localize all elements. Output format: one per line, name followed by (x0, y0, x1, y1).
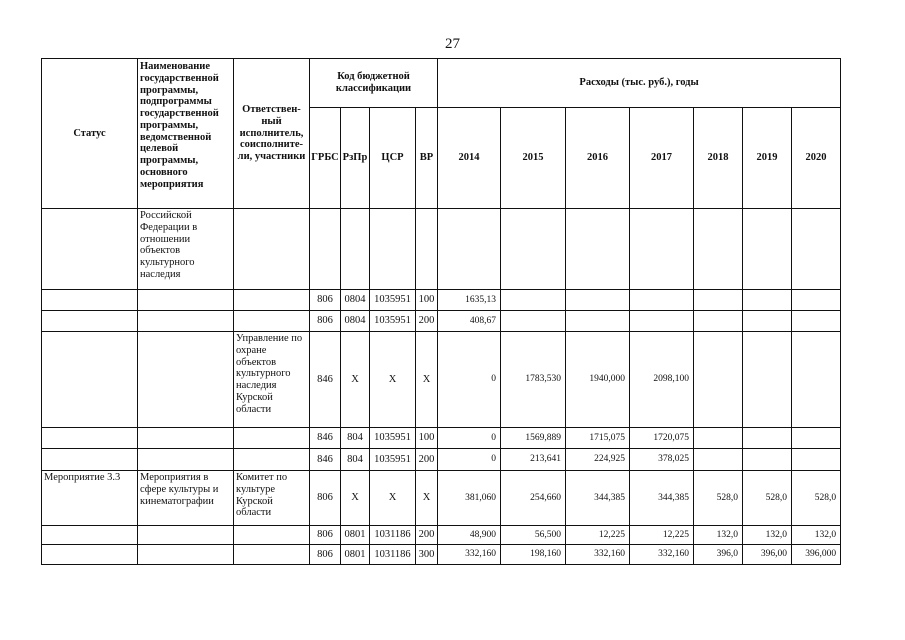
rzpr-cell: 804 (341, 449, 370, 471)
value-cell-2015: 1569,889 (501, 428, 566, 449)
rzpr-cell: X (341, 332, 370, 428)
header-year-2018: 2018 (694, 108, 743, 209)
executor-cell (234, 545, 310, 565)
vr-cell: 200 (416, 449, 438, 471)
value-cell-2017: 378,025 (630, 449, 694, 471)
value-cell-2020 (792, 209, 841, 290)
vr-cell: 300 (416, 545, 438, 565)
rzpr-cell: 0801 (341, 545, 370, 565)
value-cell-2019: 132,0 (743, 526, 792, 545)
grbs-cell: 806 (310, 471, 341, 526)
header-year-2014: 2014 (438, 108, 501, 209)
status-cell (42, 526, 138, 545)
vr-cell: 200 (416, 526, 438, 545)
header-code-vr: ВР (416, 108, 438, 209)
grbs-cell: 806 (310, 311, 341, 332)
value-cell-2017 (630, 209, 694, 290)
value-cell-2018: 528,0 (694, 471, 743, 526)
table-row (42, 209, 841, 290)
value-cell-2018: 396,0 (694, 545, 743, 565)
header-code-grbs: ГРБС (310, 108, 341, 209)
page-number: 27 (445, 36, 460, 52)
value-cell-2014: 0 (438, 428, 501, 449)
value-cell-2015: 1783,530 (501, 332, 566, 428)
value-cell-2016: 1940,000 (566, 332, 630, 428)
budget-table (41, 58, 841, 565)
value-cell-2019 (743, 209, 792, 290)
value-cell-2019 (743, 449, 792, 471)
value-cell-2014 (438, 209, 501, 290)
value-cell-2016 (566, 290, 630, 311)
value-cell-2017: 344,385 (630, 471, 694, 526)
value-cell-2014: 0 (438, 332, 501, 428)
value-cell-2015 (501, 209, 566, 290)
value-cell-2015: 56,500 (501, 526, 566, 545)
header-code-rzpr: РзПр (341, 108, 370, 209)
header-year-2016: 2016 (566, 108, 630, 209)
grbs-cell: 846 (310, 449, 341, 471)
value-cell-2014: 332,160 (438, 545, 501, 565)
value-cell-2016: 332,160 (566, 545, 630, 565)
vr-cell: 100 (416, 428, 438, 449)
name-cell: Российской Федерации в отношении объектов культурного наследия (138, 209, 234, 290)
value-cell-2017 (630, 311, 694, 332)
value-cell-2019 (743, 332, 792, 428)
header-executor: Ответствен-ный исполнитель, соисполните-ли, участники (234, 59, 310, 209)
value-cell-2018 (694, 311, 743, 332)
header-year-2017: 2017 (630, 108, 694, 209)
vr-cell (416, 209, 438, 290)
value-cell-2017: 332,160 (630, 545, 694, 565)
executor-cell (234, 526, 310, 545)
value-cell-2017: 1720,075 (630, 428, 694, 449)
value-cell-2016 (566, 209, 630, 290)
rzpr-cell (341, 209, 370, 290)
value-cell-2017 (630, 290, 694, 311)
value-cell-2017: 12,225 (630, 526, 694, 545)
grbs-cell: 806 (310, 290, 341, 311)
value-cell-2020: 396,000 (792, 545, 841, 565)
value-cell-2019 (743, 428, 792, 449)
value-cell-2014: 381,060 (438, 471, 501, 526)
value-cell-2018 (694, 290, 743, 311)
value-cell-2016 (566, 311, 630, 332)
table-row (42, 449, 841, 471)
name-cell (138, 449, 234, 471)
csr-cell (370, 209, 416, 290)
value-cell-2014: 1635,13 (438, 290, 501, 311)
table-row (42, 471, 841, 526)
name-cell (138, 332, 234, 428)
grbs-cell: 806 (310, 545, 341, 565)
value-cell-2018 (694, 428, 743, 449)
csr-cell: 1035951 (370, 428, 416, 449)
executor-cell (234, 311, 310, 332)
header-expenses: Расходы (тыс. руб.), годы (438, 59, 841, 108)
value-cell-2019: 528,0 (743, 471, 792, 526)
value-cell-2016: 1715,075 (566, 428, 630, 449)
executor-cell: Комитет по культуре Курской области (234, 471, 310, 526)
value-cell-2015: 254,660 (501, 471, 566, 526)
rzpr-cell: 0804 (341, 311, 370, 332)
value-cell-2015: 198,160 (501, 545, 566, 565)
table-row (42, 311, 841, 332)
rzpr-cell: X (341, 471, 370, 526)
value-cell-2020 (792, 449, 841, 471)
name-cell (138, 290, 234, 311)
name-cell (138, 545, 234, 565)
executor-cell (234, 428, 310, 449)
executor-cell: Управление по охране объектов культурного наследия Курской области (234, 332, 310, 428)
vr-cell: X (416, 471, 438, 526)
value-cell-2014: 408,67 (438, 311, 501, 332)
name-cell (138, 526, 234, 545)
csr-cell: X (370, 332, 416, 428)
table-row (42, 290, 841, 311)
value-cell-2018 (694, 332, 743, 428)
value-cell-2015: 213,641 (501, 449, 566, 471)
value-cell-2017: 2098,100 (630, 332, 694, 428)
value-cell-2020 (792, 311, 841, 332)
vr-cell: 200 (416, 311, 438, 332)
table-row (42, 332, 841, 428)
status-cell (42, 449, 138, 471)
status-cell (42, 311, 138, 332)
header-name: Наименование государственной программы, подпрограммы государственной программы, ведомственной целевой программы, основного мероприятия (138, 59, 234, 209)
csr-cell: 1031186 (370, 526, 416, 545)
table-row (42, 526, 841, 545)
value-cell-2016: 12,225 (566, 526, 630, 545)
status-cell (42, 209, 138, 290)
table-body (42, 209, 841, 565)
vr-cell: X (416, 332, 438, 428)
status-cell (42, 290, 138, 311)
executor-cell (234, 209, 310, 290)
value-cell-2019: 396,00 (743, 545, 792, 565)
header-year-2020: 2020 (792, 108, 841, 209)
status-cell (42, 545, 138, 565)
value-cell-2020: 528,0 (792, 471, 841, 526)
status-cell (42, 428, 138, 449)
header-year-2019: 2019 (743, 108, 792, 209)
value-cell-2016: 344,385 (566, 471, 630, 526)
value-cell-2018: 132,0 (694, 526, 743, 545)
grbs-cell: 846 (310, 428, 341, 449)
vr-cell: 100 (416, 290, 438, 311)
name-cell (138, 428, 234, 449)
csr-cell: 1031186 (370, 545, 416, 565)
value-cell-2020 (792, 290, 841, 311)
grbs-cell: 846 (310, 332, 341, 428)
value-cell-2020 (792, 428, 841, 449)
value-cell-2018 (694, 449, 743, 471)
csr-cell: X (370, 471, 416, 526)
header-budget-code: Код бюджетной классификации (310, 59, 438, 108)
value-cell-2020 (792, 332, 841, 428)
grbs-cell: 806 (310, 526, 341, 545)
name-cell (138, 311, 234, 332)
value-cell-2015 (501, 311, 566, 332)
header-code-csr: ЦСР (370, 108, 416, 209)
value-cell-2015 (501, 290, 566, 311)
executor-cell (234, 449, 310, 471)
value-cell-2018 (694, 209, 743, 290)
status-cell: Мероприятие 3.3 (42, 471, 138, 526)
value-cell-2014: 48,900 (438, 526, 501, 545)
value-cell-2019 (743, 311, 792, 332)
header-status: Статус (42, 59, 138, 209)
rzpr-cell: 804 (341, 428, 370, 449)
name-cell: Мероприятия в сфере культуры и кинематографии (138, 471, 234, 526)
csr-cell: 1035951 (370, 311, 416, 332)
status-cell (42, 332, 138, 428)
value-cell-2016: 224,925 (566, 449, 630, 471)
value-cell-2014: 0 (438, 449, 501, 471)
csr-cell: 1035951 (370, 449, 416, 471)
table-row (42, 428, 841, 449)
executor-cell (234, 290, 310, 311)
value-cell-2020: 132,0 (792, 526, 841, 545)
value-cell-2019 (743, 290, 792, 311)
grbs-cell (310, 209, 341, 290)
header-year-2015: 2015 (501, 108, 566, 209)
table-row (42, 545, 841, 565)
rzpr-cell: 0801 (341, 526, 370, 545)
rzpr-cell: 0804 (341, 290, 370, 311)
csr-cell: 1035951 (370, 290, 416, 311)
